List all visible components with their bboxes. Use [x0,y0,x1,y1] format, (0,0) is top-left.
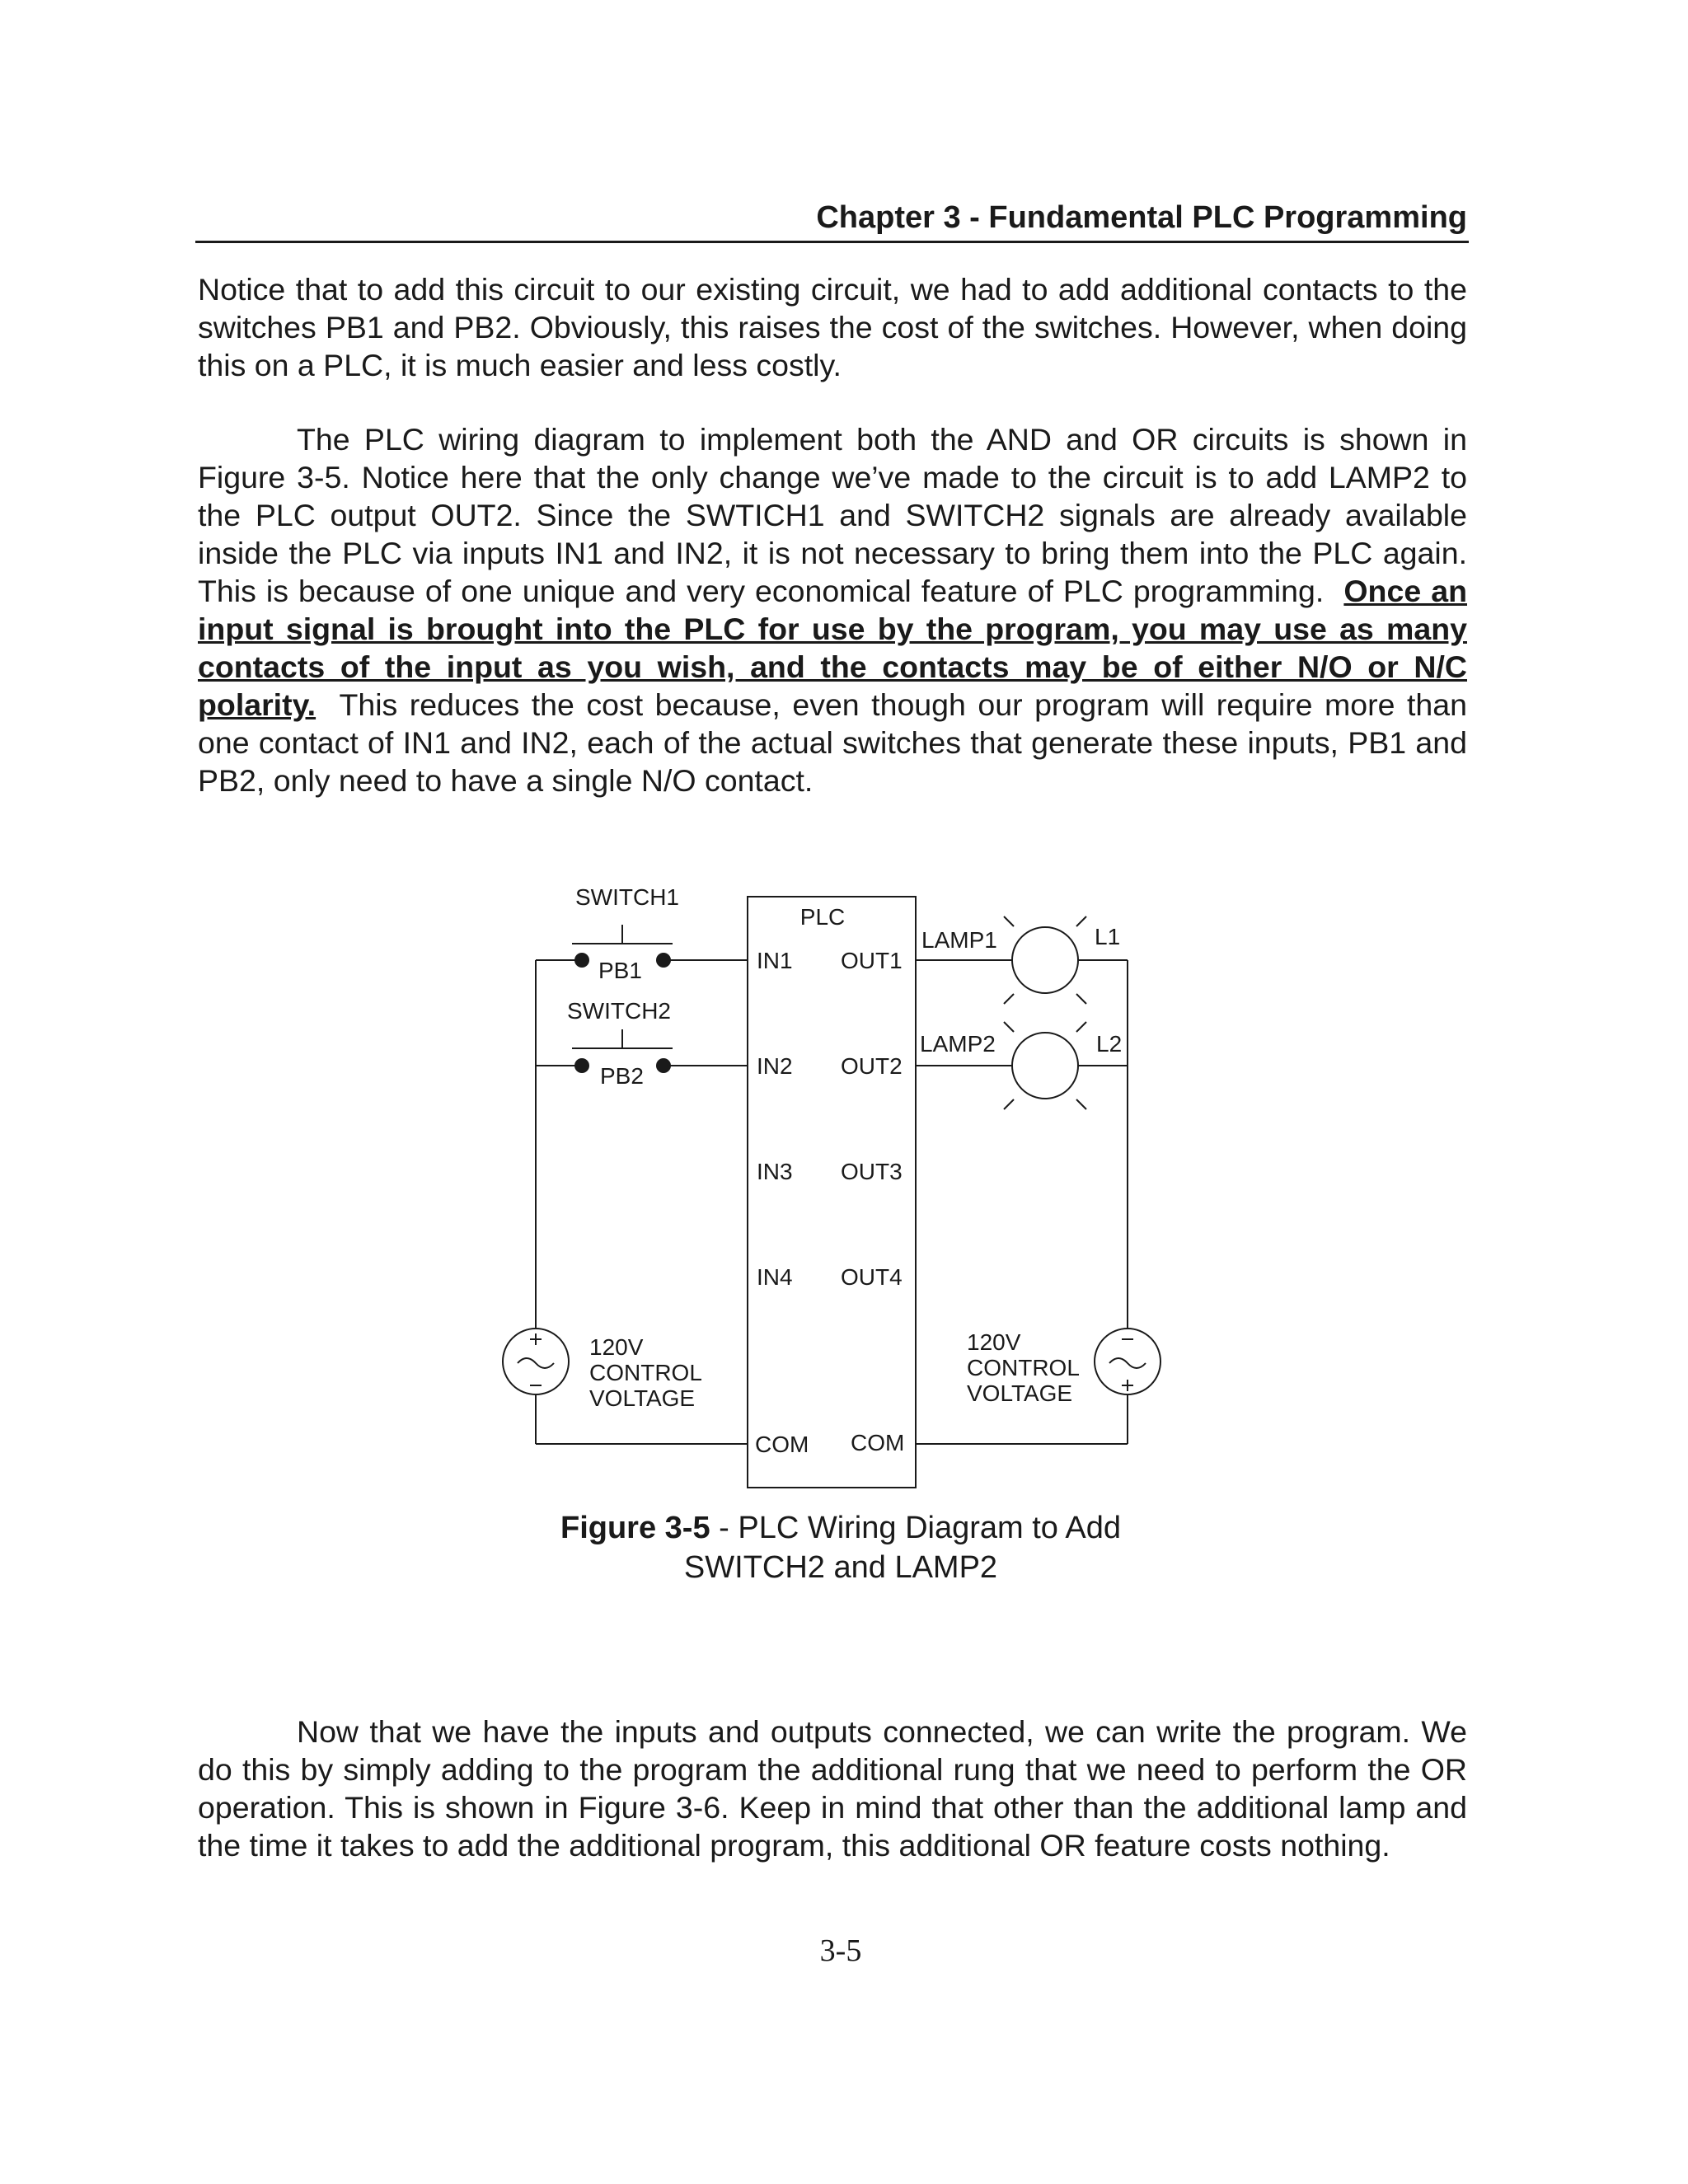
lamp2-bulb [1012,1033,1078,1099]
pb1-label: PB1 [598,958,642,983]
lamp1-bulb [1012,927,1078,993]
lamp2-tag: L2 [1096,1031,1123,1057]
chapter-title: Chapter 3 - Fundamental PLC Programming [816,200,1467,235]
com-right-label: COM [851,1430,905,1455]
pb1-contact-left [574,953,589,968]
input-in1: IN1 [757,948,793,973]
input-in3: IN3 [757,1159,793,1184]
caption-text-1: - PLC Wiring Diagram to Add [710,1511,1121,1545]
figure-number: Figure 3-5 [560,1511,710,1545]
lamp1-tag: L1 [1095,924,1121,949]
output-out4: OUT4 [841,1264,903,1290]
paragraph-2-end: This reduces the cost because, even though our program will require more than one contact of IN1 and IN2, each of the actual switches that generate these inputs, PB1 and PB2, only need to have a single N/O contact. [198,687,1467,798]
lamp1-label: LAMP1 [921,927,997,953]
right-source-line-1: 120V [967,1329,1021,1355]
input-in4: IN4 [757,1264,793,1290]
left-source-line-2: CONTROL [589,1360,702,1385]
left-source-line-1: 120V [589,1334,644,1360]
paragraph-2-emphasis: Once an input signal is brought into the PLC for use by the program, you may use as many contacts of the input as you wish, and the contacts may be of either N/O or N/C polarity. [198,574,1467,722]
caption-line-1 [528,1508,1154,1548]
caption-line-2: SWITCH2 and LAMP2 [683,1550,998,1585]
lamp1-rays [1004,916,1086,1004]
right-source-line-2: CONTROL [967,1355,1080,1380]
page-number: 3-5 [819,1933,862,1968]
pb2-contact-left [574,1058,589,1073]
pb1-contact-right [656,953,671,968]
paragraph-2-start: The PLC wiring diagram to implement both the AND and OR circuits is shown in Figure 3-5. Notice here that the only change we’ve made to the circuit is to add LAMP2 to the PLC output OUT2. Since the SWTICH1 and SWITCH2 signals are already available inside the PLC via inputs IN1 and IN2, it is not necessary to bring them into the PLC again. This is because of one unique and very economical feature of PLC programming. [198,422,1467,608]
output-out2: OUT2 [841,1053,903,1079]
output-out1: OUT1 [841,948,903,973]
com-left-label: COM [755,1432,809,1457]
plc-label: PLC [799,904,846,930]
left-ac-wave [518,1358,554,1368]
input-in2: IN2 [757,1053,793,1079]
left-source-line-3: VOLTAGE [589,1385,696,1411]
plc-box [748,897,916,1488]
right-ac-wave [1109,1358,1146,1368]
switch1-label: SWITCH1 [575,884,679,910]
lamp2-label: LAMP2 [920,1031,996,1057]
pb2-contact-right [656,1058,671,1073]
figure-caption [528,1508,1154,1587]
output-out3: OUT3 [841,1159,903,1184]
switch2-label: SWITCH2 [567,998,671,1024]
pb2-label: PB2 [600,1063,644,1089]
right-source-line-3: VOLTAGE [967,1380,1073,1406]
lamp2-rays [1004,1022,1086,1109]
paragraph-3: Now that we have the inputs and outputs connected, we can write the program. We do this by simply adding to the program the additional rung that we need to perform the OR operation. This is shown in Figure 3-6. Keep in mind that other than the additional lamp and the time it takes to add the additional program, this additional OR feature costs nothing. [198,1714,1467,1863]
paragraph-1: Notice that to add this circuit to our existing circuit, we had to add additional contacts to the switches PB1 and PB2. Obviously, this raises the cost of the switches. However, when doing this on a PLC, it is much easier and less costly. [198,272,1467,382]
